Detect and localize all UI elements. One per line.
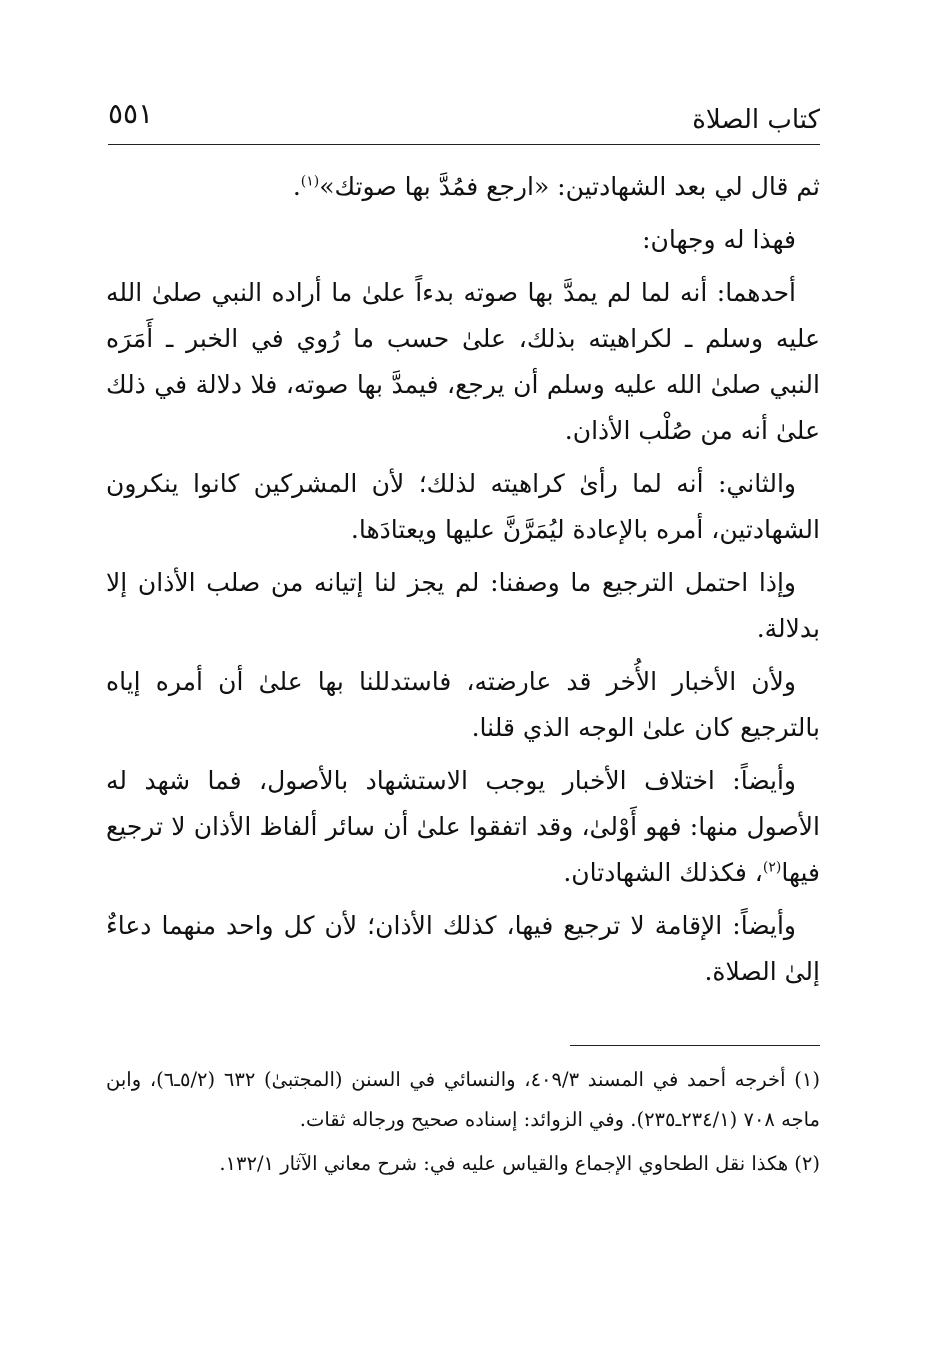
- page-header: [108, 92, 820, 145]
- running-title: كتاب الصلاة: [692, 105, 820, 135]
- paragraph-4: والثاني: أنه لما رأىٰ كراهيته لذلك؛ لأن المشركين كانوا ينكرون الشهادتين، أمره بالإعادة ليُمَرَّنَّ عليها ويعتادَها.: [106, 469, 820, 544]
- footnotes: [106, 1060, 820, 1188]
- paragraph-7: [106, 758, 820, 896]
- paragraph-3: أحدهما: أنه لما لم يمدَّ بها صوته بدءاً علىٰ ما أراده النبي صلىٰ الله عليه وسلم ـ لكراهيته بذلك، علىٰ حسب ما رُوي في الخبر ـ أَمَرَه النبي صلىٰ الله عليه وسلم أن يرجع، فيمدَّ بها صوته، فلا دلالة في ذلك علىٰ أنه من صُلْب الأذان.: [106, 278, 820, 445]
- paragraph-5: وإذا احتمل الترجيع ما وصفنا: لم يجز لنا إتيانه من صلب الأذان إلا بدلالة.: [106, 568, 820, 643]
- footnote-separator: [570, 1045, 820, 1046]
- paragraph-1: [106, 164, 820, 210]
- paragraph-1-end: .: [292, 172, 301, 201]
- paragraph-6: ولأن الأخبار الأُخر قد عارضته، فاستدللنا بها علىٰ أن أمره إياه بالترجيع كان علىٰ الوجه الذي قلنا.: [106, 667, 820, 742]
- footnote-ref-2: (٢): [762, 859, 782, 876]
- paragraph-8: وأيضاً: الإقامة لا ترجيع فيها، كذلك الأذان؛ لأن كل واحد منهما دعاءٌ إلىٰ الصلاة.: [106, 911, 820, 986]
- footnote-1: (١) أخرجه أحمد في المسند ٤٠٩/٣، والنسائي في السنن (المجتبىٰ) ٦٣٢ (٥/٢ـ٦)، وابن ماجه ٧٠٨ (٢٣٤/١ـ٢٣٥). وفي الزوائد: إسناده صحيح ورجاله ثقات.: [106, 1068, 820, 1131]
- paragraph-2: فهذا له وجهان:: [642, 225, 796, 254]
- paragraph-1-text: ثم قال لي بعد الشهادتين: «ارجع فمُدَّ بها صوتك»: [319, 172, 820, 201]
- main-text: [106, 164, 820, 1002]
- footnote-2: (٢) هكذا نقل الطحاوي الإجماع والقياس عليه في: شرح معاني الآثار ١٣٢/١.: [219, 1152, 820, 1175]
- paragraph-7-text: وأيضاً: اختلاف الأخبار يوجب الاستشهاد بالأصول، فما شهد له الأصول منها: فهو أَوْلىٰ، وقد اتفقوا علىٰ أن سائر ألفاظ الأذان لا ترجيع فيها: [106, 766, 820, 887]
- footnote-ref-1: (١): [300, 173, 320, 190]
- page-number: ٥٥١: [108, 97, 154, 130]
- paragraph-7-end: ، فكذلك الشهادتان.: [563, 858, 763, 887]
